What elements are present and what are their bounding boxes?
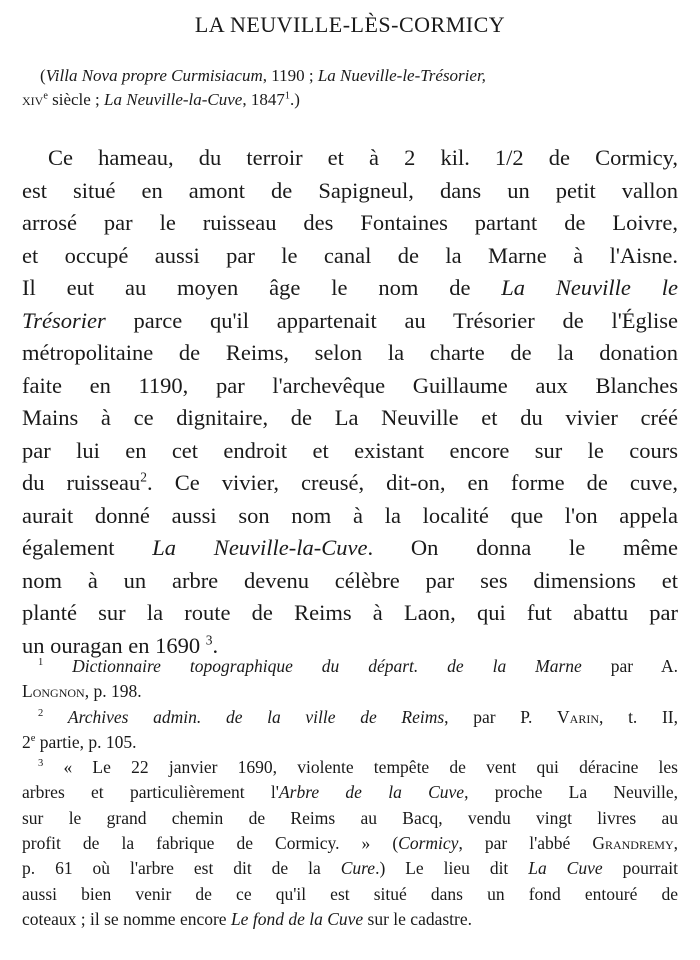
text: coteaux ; il se nomme encore xyxy=(22,908,231,929)
footnote-3-cont: aussi bien venir de ce qu'il est situé dans un fond entouré de xyxy=(22,883,678,904)
footnote-3-cont xyxy=(22,831,678,856)
body-line: Mains à ce dignitaire, de La Neuville et du vivier créé xyxy=(22,405,678,430)
body-line: planté sur la route de Reims à Laon, qui fut abattu par xyxy=(22,600,678,625)
body-line xyxy=(22,272,678,305)
text: profit de la fabrique de Cormicy. » ( xyxy=(22,833,399,854)
text: , par P. xyxy=(444,706,558,727)
text: parce qu'il appartenait au Trésorier de l'Église xyxy=(105,307,678,333)
footnote-3 xyxy=(22,755,678,780)
body-line: faite en 1190, par l'archevêque Guillaume aux Blanches xyxy=(22,372,678,398)
body-line: métropolitaine de Reims, selon la charte de la donation xyxy=(22,340,678,365)
century-rest: siècle ; xyxy=(47,90,105,109)
year-1190: , 1190 ; xyxy=(262,66,318,85)
footnote-ref: 1 xyxy=(284,90,290,102)
text: , p. 198. xyxy=(84,681,142,702)
text: , t. II, xyxy=(599,706,679,727)
century: xiv xyxy=(22,90,44,109)
text: également xyxy=(22,535,153,560)
footnote-1-cont xyxy=(22,679,678,704)
text: , proche La Neuville, xyxy=(464,782,679,803)
body-line: aurait donné aussi son nom à la localité que l'on appela xyxy=(22,502,678,528)
author-name: Longnon xyxy=(22,681,85,702)
text: « Le 22 janvier 1690, violente tempête de vent qui déracine les xyxy=(43,757,678,778)
sup-text: e xyxy=(30,733,36,745)
italic-text: Cormicy xyxy=(398,833,459,854)
body-line xyxy=(22,467,678,500)
text: , xyxy=(673,833,678,854)
body-line xyxy=(22,532,678,565)
body-line: par lui en cet endroit et existant encore sur le cours xyxy=(22,437,678,463)
body-line: et occupé aussi par le canal de la Marne à l'Aisne. xyxy=(22,242,678,268)
subtitle-line-2 xyxy=(22,88,672,112)
text: . xyxy=(212,632,219,658)
italic-text: Trésorier xyxy=(22,307,106,333)
italic-text: Le fond de la Cuve xyxy=(230,908,364,929)
latin-name: Villa Nova propre Curmisiacum xyxy=(45,66,263,85)
author-name: Varin xyxy=(557,706,600,727)
subtitle-names xyxy=(22,64,672,112)
text: partie, p. 105. xyxy=(35,731,137,752)
italic-text: La Neuville-la-Cuve xyxy=(152,535,368,560)
footnote-3-cont: sur le grand chemin de Reims au Bacq, vendu vingt livres au xyxy=(22,807,678,828)
text: .) Le lieu dit xyxy=(375,858,529,879)
text: p. 61 où l'arbre est dit de la xyxy=(22,858,341,879)
name-cuve: La Neuville-la-Cuve xyxy=(104,90,243,109)
text: . Ce vivier, creusé, dit-on, en forme de cuve, xyxy=(147,470,678,495)
name-tresorier: La Nueville-le-Trésorier, xyxy=(317,66,486,85)
footnote-3-cont xyxy=(22,780,678,805)
body-line: nom à un arbre devenu célèbre par ses dimensions et xyxy=(22,567,678,593)
text: pourrait xyxy=(602,858,678,879)
body-line xyxy=(22,305,678,338)
body-line: arrosé par le ruisseau des Fontaines partant de Loivre, xyxy=(22,210,678,235)
text: , par l'abbé xyxy=(458,833,593,854)
text: un ouragan en 1690 xyxy=(22,632,206,658)
footnote-number: 2 xyxy=(38,707,44,719)
text: 2 xyxy=(22,731,31,752)
footnote-1 xyxy=(22,654,678,679)
footnote-ref: 2 xyxy=(140,469,148,485)
footnote-3-cont xyxy=(22,907,678,932)
text: du ruisseau xyxy=(22,470,141,495)
century-sup: e xyxy=(43,90,48,102)
footnote-number: 1 xyxy=(38,657,44,669)
footnote-2 xyxy=(22,705,678,730)
author-name: Grandremy xyxy=(592,833,674,854)
text: sur le cadastre. xyxy=(363,908,472,929)
paren: ( xyxy=(40,66,46,85)
text: arbres et particulièrement l' xyxy=(22,782,279,803)
italic-text: Cure xyxy=(340,858,376,879)
paren-close: .) xyxy=(289,90,300,109)
year-1847: , 1847 xyxy=(242,90,285,109)
text: . On donna le même xyxy=(367,535,679,560)
footnote-2-cont xyxy=(22,730,678,755)
italic-text: La Cuve xyxy=(528,858,603,879)
italic-text: Arbre de la Cuve xyxy=(278,782,465,803)
text: Il eut au moyen âge le nom de xyxy=(22,275,502,300)
page-title: LA NEUVILLE-LÈS-CORMICY xyxy=(194,12,506,37)
footnotes xyxy=(22,654,678,932)
italic-text: La Neuville le xyxy=(501,275,678,300)
body-line: Ce hameau, du terroir et à 2 kil. 1/2 de Cormicy, xyxy=(48,145,678,170)
subtitle-line-1 xyxy=(22,64,672,88)
footnote-number: 3 xyxy=(38,758,44,770)
italic-text: Dictionnaire topographique du départ. de la Marne xyxy=(72,656,582,676)
italic-text: Archives admin. de la ville de Reims xyxy=(67,706,445,727)
footnote-3-cont xyxy=(22,856,678,881)
main-paragraph xyxy=(22,142,678,662)
footnote-ref: 3 xyxy=(205,632,213,647)
body-line: est situé en amont de Sapigneul, dans un petit vallon xyxy=(22,177,678,203)
text: par A. xyxy=(581,656,678,676)
